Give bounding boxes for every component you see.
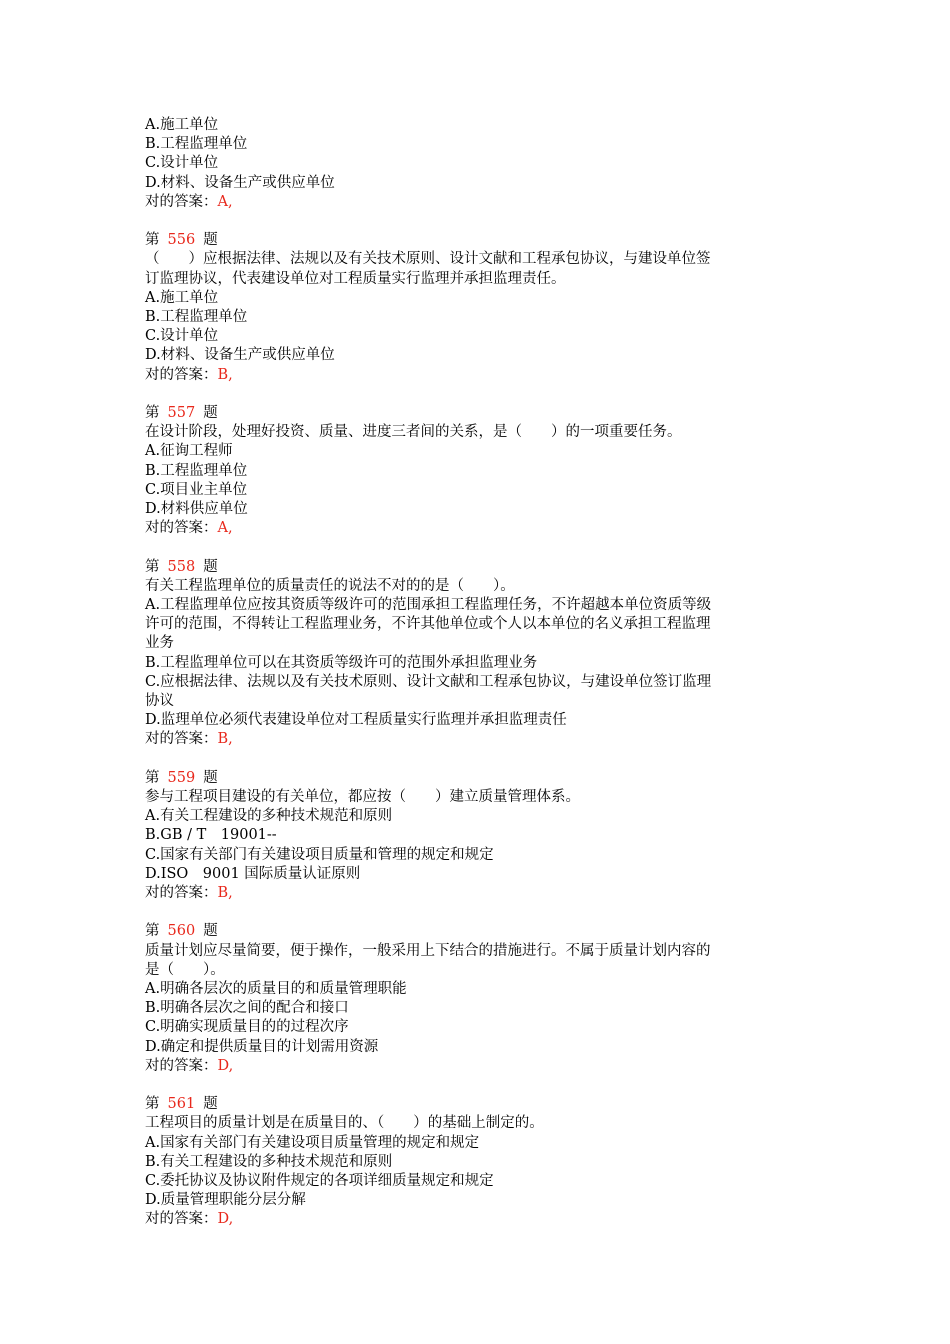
question-number: 561: [167, 1096, 196, 1113]
question-suffix: 题: [203, 769, 218, 786]
question-stem-line: 订监理协议，代表建设单位对工程质量实行监理并承担监理责任。: [145, 270, 566, 287]
answer-line: [145, 1210, 810, 1229]
question-number: 558: [167, 558, 196, 575]
answer-label: 对的答案：: [145, 1057, 218, 1074]
question-document: [145, 116, 810, 1230]
option-line: A.国家有关部门有关建设项目质量管理的规定和规定: [145, 1134, 480, 1151]
answer-label: 对的答案：: [145, 520, 218, 537]
question-block: [145, 769, 810, 903]
question-spacer: [145, 385, 810, 404]
option-line: 业务: [145, 635, 174, 652]
answer-line: [145, 884, 810, 903]
answer-value: D,: [217, 1057, 234, 1074]
question-heading: [145, 404, 810, 423]
question-stem-line: 工程项目的质量计划是在质量目的、（ ）的基础上制定的。: [145, 1115, 544, 1132]
option-line: C.明确实现质量目的的过程次序: [145, 1019, 349, 1036]
option-line: D.质量管理职能分层分解: [145, 1192, 306, 1209]
question-number: 559: [167, 769, 196, 786]
question-stem-line: 质量计划应尽量简要，便于操作，一般采用上下结合的措施进行。不属于质量计划内容的: [145, 942, 711, 959]
option-line: D.材料供应单位: [145, 501, 248, 518]
question-suffix: 题: [203, 405, 218, 422]
question-spacer: [145, 750, 810, 769]
question-block: [145, 231, 810, 385]
answer-value: A,: [217, 520, 233, 537]
option-line: C.委托协议及协议附件规定的各项详细质量规定和规定: [145, 1173, 494, 1190]
option-line: A.明确各层次的质量目的和质量管理职能: [145, 981, 407, 998]
option-line: B.有关工程建设的多种技术规范和原则: [145, 1153, 393, 1170]
answer-label: 对的答案：: [145, 731, 218, 748]
question-prefix: 第: [145, 558, 160, 575]
question-suffix: 题: [203, 923, 218, 940]
option-line: C.设计单位: [145, 155, 219, 172]
answer-line: [145, 519, 810, 538]
answer-value: B,: [217, 885, 233, 902]
option-line: B.工程监理单位: [145, 462, 248, 479]
option-line: C.国家有关部门有关建设项目质量和管理的规定和规定: [145, 846, 494, 863]
question-stem-line: （ ）应根据法律、法规以及有关技术原则、设计文献和工程承包协议，与建设单位签: [145, 251, 711, 268]
question-block: [145, 922, 810, 1076]
question-stem-line: 有关工程监理单位的质量责任的说法不对的的是（ ）。: [145, 577, 515, 594]
question-spacer: [145, 538, 810, 557]
option-line: 协议: [145, 693, 174, 710]
question-prefix: 第: [145, 232, 160, 249]
question-stem-line: 参与工程项目建设的有关单位，都应按（ ）建立质量管理体系。: [145, 789, 580, 806]
option-line: D.材料、设备生产或供应单位: [145, 347, 335, 364]
question-number: 557: [167, 405, 196, 422]
question-spacer: [145, 212, 810, 231]
option-line: B.明确各层次之间的配合和接口: [145, 1000, 349, 1017]
option-line: A.施工单位: [145, 289, 219, 306]
option-line: A.征询工程师: [145, 443, 233, 460]
answer-value: D,: [217, 1211, 234, 1228]
question-prefix: 第: [145, 405, 160, 422]
option-line: C.应根据法律、法规以及有关技术原则、设计文献和工程承包协议，与建设单位签订监理: [145, 673, 712, 690]
answer-label: 对的答案：: [145, 885, 218, 902]
option-line: D.监理单位必须代表建设单位对工程质量实行监理并承担监理责任: [145, 712, 567, 729]
question-heading: [145, 922, 810, 941]
option-line: B.GB / T 19001--: [145, 827, 277, 844]
option-line: A.工程监理单位应按其资质等级许可的范围承担工程监理任务，不许超越本单位资质等级: [145, 597, 712, 614]
question-block: [145, 1095, 810, 1229]
question-spacer: [145, 903, 810, 922]
question-stem-line: 在设计阶段，处理好投资、质量、进度三者间的关系，是（ ）的一项重要任务。: [145, 424, 682, 441]
option-line: 许可的范围，不得转让工程监理业务，不许其他单位或个人以本单位的名义承担工程监理: [145, 616, 711, 633]
prelude-block: [145, 116, 810, 212]
answer-line: [145, 730, 810, 749]
question-heading: [145, 769, 810, 788]
option-line: B.工程监理单位: [145, 309, 248, 326]
question-number: 556: [167, 232, 196, 249]
question-block: [145, 558, 810, 750]
question-heading: [145, 1095, 810, 1114]
option-line: D.确定和提供质量目的计划需用资源: [145, 1038, 379, 1055]
question-prefix: 第: [145, 923, 160, 940]
option-line: A.施工单位: [145, 117, 219, 133]
answer-label: 对的答案：: [145, 1211, 218, 1228]
question-heading: [145, 231, 810, 250]
option-line: B.工程监理单位: [145, 136, 248, 153]
answer-value: B,: [217, 366, 233, 383]
option-line: D.材料、设备生产或供应单位: [145, 174, 335, 191]
question-list: [145, 212, 810, 1230]
answer-line: [145, 1057, 810, 1076]
option-line: C.项目业主单位: [145, 481, 248, 498]
option-line: D.ISO 9001 国际质量认证原则: [145, 865, 361, 882]
question-stem-line: 是（ ）。: [145, 961, 225, 978]
question-number: 560: [167, 923, 196, 940]
option-line: B.工程监理单位可以在其资质等级许可的范围外承担监理业务: [145, 654, 538, 671]
question-heading: [145, 558, 810, 577]
question-suffix: 题: [203, 1096, 218, 1113]
question-prefix: 第: [145, 1096, 160, 1113]
question-block: [145, 404, 810, 538]
answer-line: [145, 366, 810, 385]
answer-value: B,: [217, 731, 233, 748]
question-suffix: 题: [203, 232, 218, 249]
option-line: C.设计单位: [145, 328, 219, 345]
question-prefix: 第: [145, 769, 160, 786]
question-suffix: 题: [203, 558, 218, 575]
option-line: A.有关工程建设的多种技术规范和原则: [145, 808, 393, 825]
answer-value: A,: [217, 193, 233, 210]
question-spacer: [145, 1076, 810, 1095]
answer-line: [145, 193, 810, 212]
answer-label: 对的答案：: [145, 193, 218, 210]
answer-label: 对的答案：: [145, 366, 218, 383]
